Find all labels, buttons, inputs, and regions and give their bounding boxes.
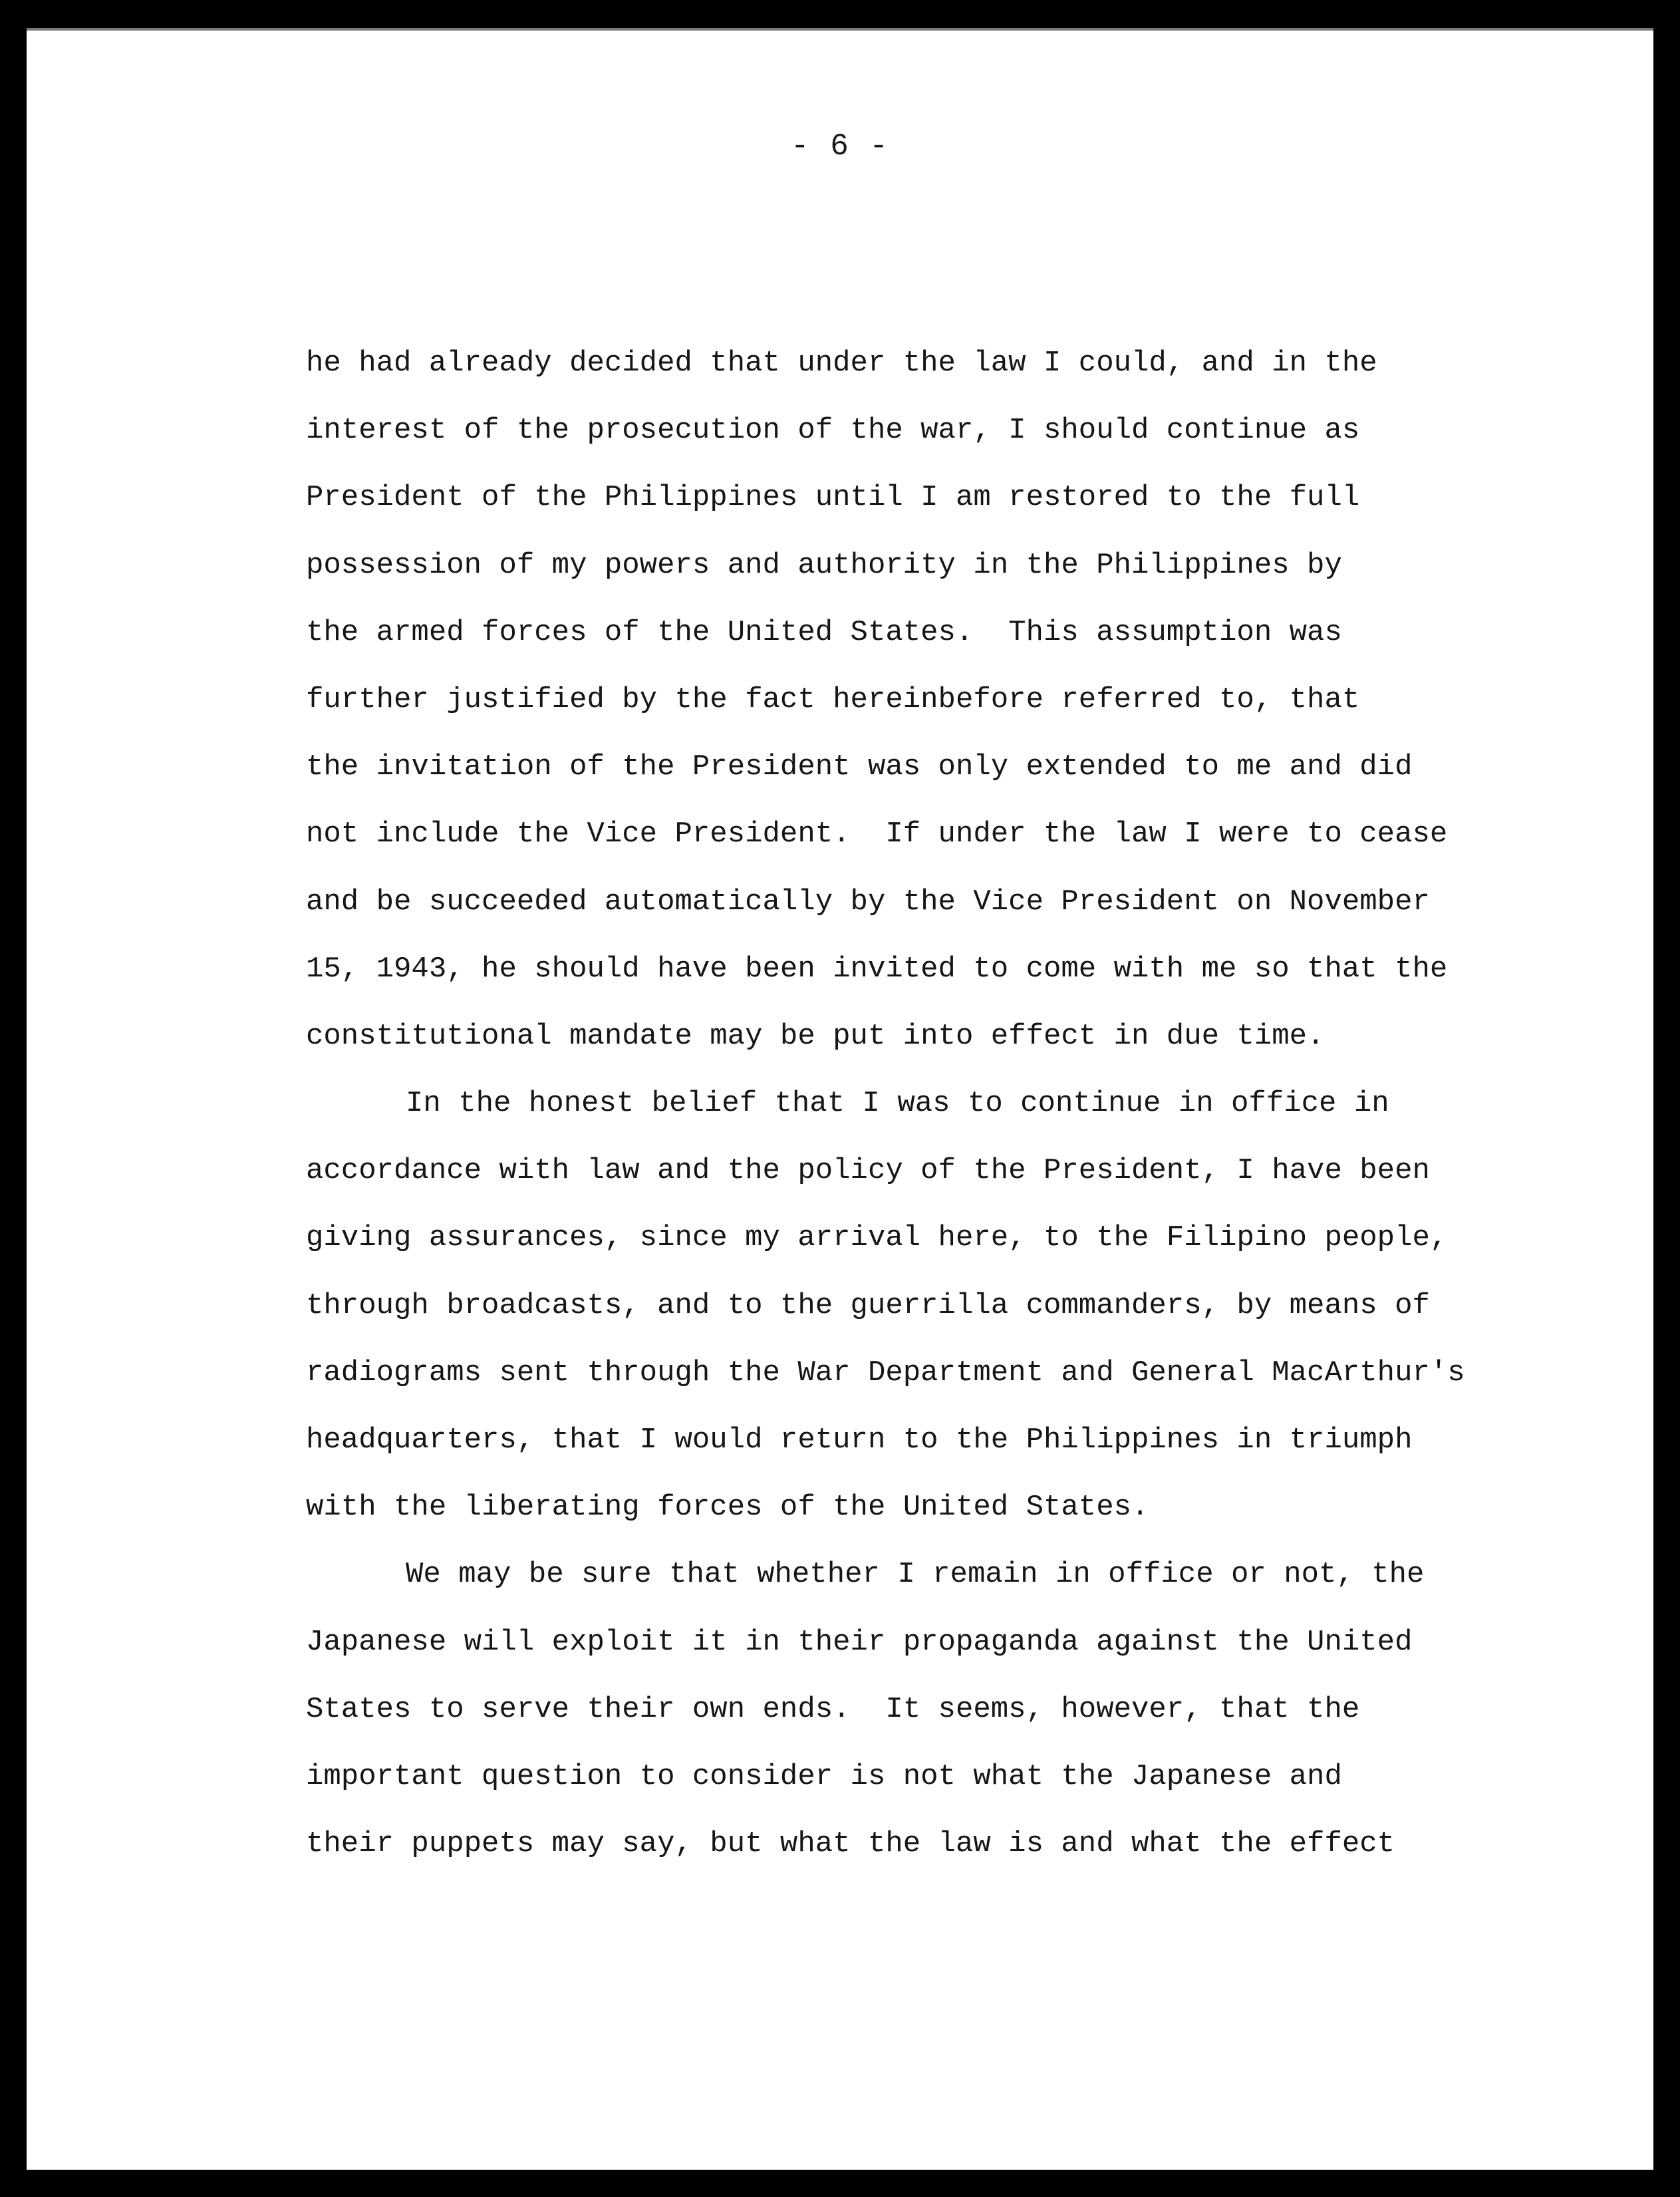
text-line: their puppets may say, but what the law is and what the effect: [306, 1827, 1395, 1861]
text-line: not include the Vice President. If under the law I were to cease: [306, 817, 1448, 851]
text-line: States to serve their own ends. It seems, however, that the: [306, 1692, 1360, 1726]
text-line: he had already decided that under the law I could, and in the: [306, 347, 1377, 380]
text-line: 15, 1943, he should have been invited to come with me so that the: [306, 952, 1448, 986]
text-line: accordance with law and the policy of the President, I have been: [306, 1154, 1430, 1188]
text-line: headquarters, that I would return to the Philippines in triumph: [306, 1423, 1413, 1457]
text-line-indented: In the honest belief that I was to continue in office in: [406, 1087, 1389, 1121]
text-line: with the liberating forces of the United States.: [306, 1491, 1149, 1525]
text-line: constitutional mandate may be put into effect in due time.: [306, 1019, 1325, 1053]
text-line: the armed forces of the United States. This assumption was: [306, 615, 1342, 649]
text-line-indented: We may be sure that whether I remain in office or not, the: [406, 1558, 1425, 1592]
text-line: the invitation of the President was only extended to me and did: [306, 750, 1413, 784]
text-line: further justified by the fact hereinbefore referred to, that: [306, 682, 1360, 716]
text-line: through broadcasts, and to the guerrilla commanders, by means of: [306, 1288, 1430, 1322]
text-line: President of the Philippines until I am restored to the full: [306, 481, 1360, 515]
page-number: - 6 -: [790, 129, 890, 164]
text-line: and be succeeded automatically by the Vice President on November: [306, 885, 1430, 919]
body-text: [306, 330, 1503, 1878]
text-line: important question to consider is not what the Japanese and: [306, 1759, 1342, 1793]
text-line: radiograms sent through the War Department and General MacArthur's: [306, 1356, 1465, 1390]
text-line: Japanese will exploit it in their propaganda against the United: [306, 1625, 1413, 1659]
text-line: possession of my powers and authority in the Philippines by: [306, 548, 1342, 582]
text-line: giving assurances, since my arrival here, to the Filipino people,: [306, 1221, 1448, 1255]
text-line: interest of the prosecution of the war, I should continue as: [306, 414, 1360, 448]
document-page: [27, 28, 1653, 2170]
